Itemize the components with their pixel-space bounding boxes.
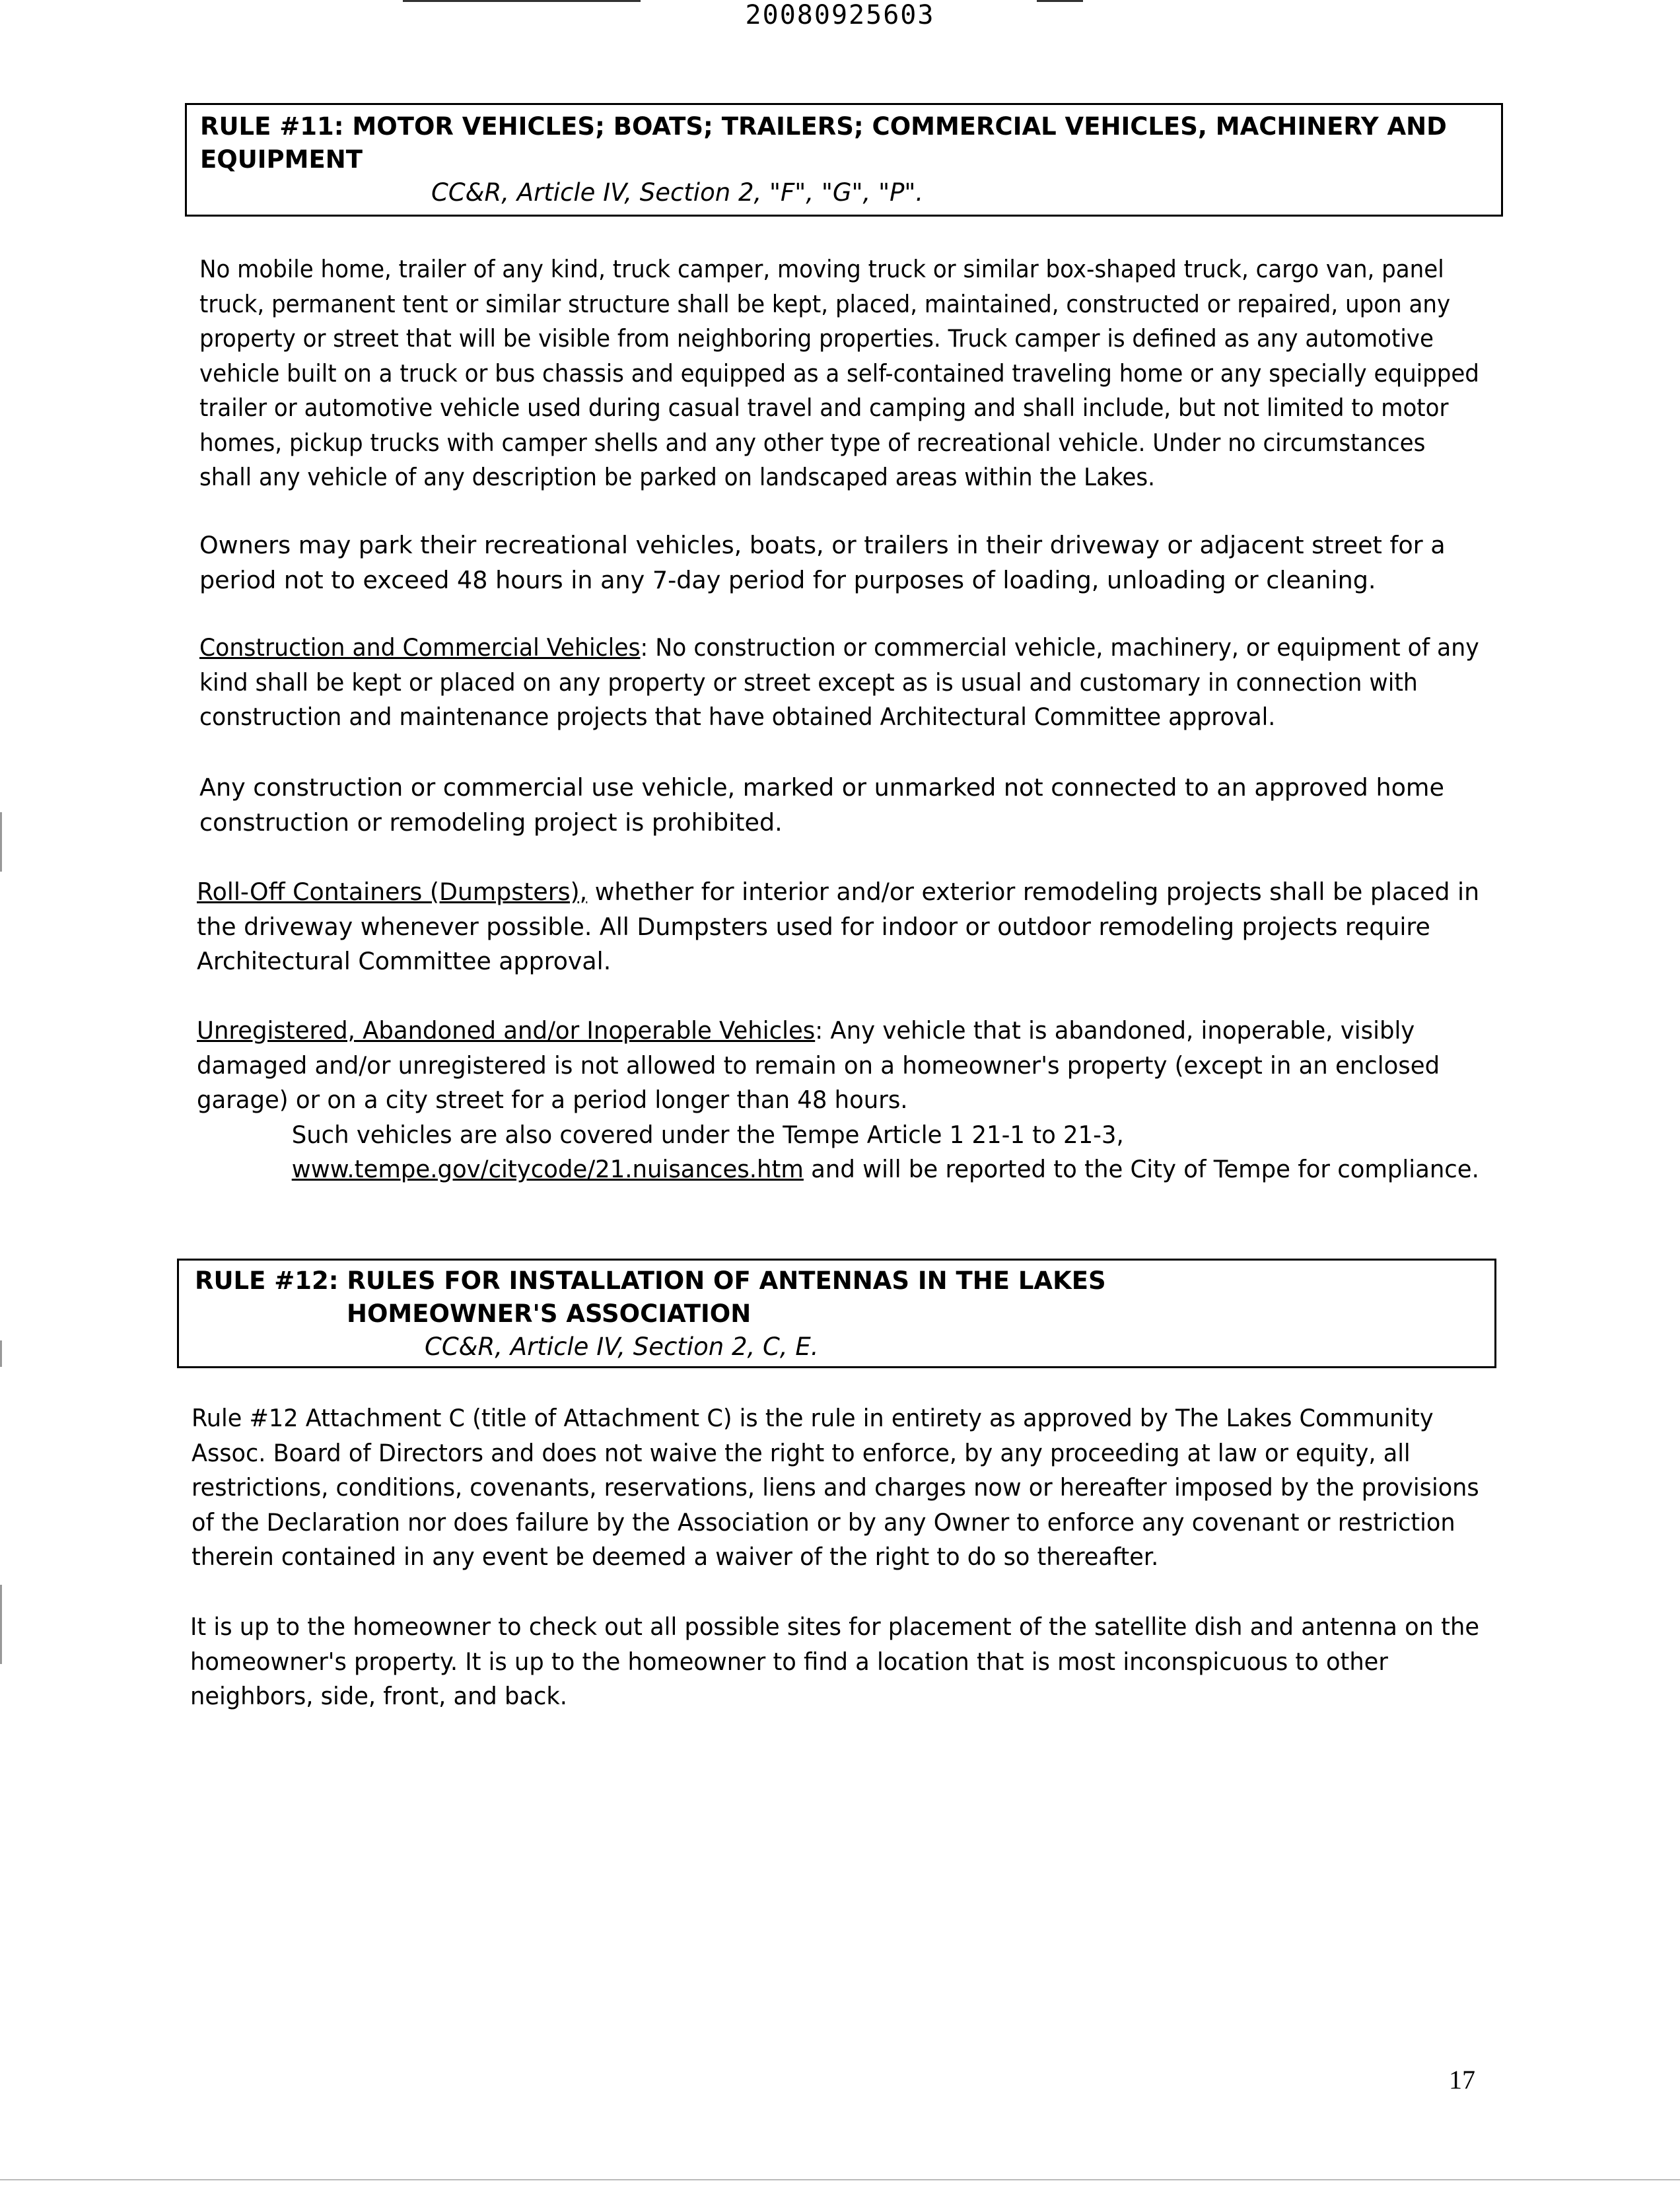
section-heading-dumpsters: Roll-Off Containers (Dumpsters), xyxy=(197,878,588,906)
text-line: It is up to the homeowner to check out all possible sites for placement of the satellite dish and antenna on the xyxy=(190,1613,1480,1641)
text-line xyxy=(197,875,1479,910)
rule-11-title-line2: EQUIPMENT xyxy=(200,145,363,174)
section-heading-unregistered: Unregistered, Abandoned and/or Inoperable Vehicles xyxy=(197,1016,816,1045)
rule-11-paragraph-4 xyxy=(199,771,1444,840)
rule-11-paragraph-unregistered xyxy=(197,1014,1518,1187)
text-line: Such vehicles are also covered under the Tempe Article 1 21-1 to 21-3, xyxy=(291,1120,1124,1149)
text-fragment: whether for interior and/or exterior remodeling projects shall be placed in xyxy=(587,878,1480,906)
rule-11-header-box xyxy=(185,103,1503,217)
text-line: of the Declaration nor does failure by the Association or by any Owner to enforce any covenant or restriction xyxy=(192,1508,1455,1537)
scan-margin-mark xyxy=(0,1340,2,1367)
text-line xyxy=(199,631,1479,666)
rule-11-title-line1: RULE #11: MOTOR VEHICLES; BOATS; TRAILERS; COMMERCIAL VEHICLES, MACHINERY AND xyxy=(200,112,1447,141)
text-line: vehicle built on a truck or bus chassis and equipped as a self-contained traveling home or any specially equipped xyxy=(199,359,1479,388)
text-fragment: : No construction or commercial vehicle, machinery, or equipment of any xyxy=(640,633,1479,662)
rule-11-reference: CC&R, Article IV, Section 2, "F", "G", "P". xyxy=(431,178,924,207)
section-heading-construction: Construction and Commercial Vehicles xyxy=(199,633,641,662)
text-line xyxy=(197,1014,1479,1049)
text-line: Owners may park their recreational vehicles, boats, or trailers in their driveway or adjacent street for a xyxy=(199,531,1446,559)
text-line: therein contained in any event be deemed a waiver of the right to do so thereafter. xyxy=(192,1543,1159,1571)
text-fragment: and will be reported to the City of Tempe for compliance. xyxy=(803,1155,1479,1183)
rule-11-paragraph-dumpsters xyxy=(197,875,1487,979)
text-line: No mobile home, trailer of any kind, truck camper, moving truck or similar box-shaped truck, cargo van, panel xyxy=(199,255,1444,283)
text-line: construction or remodeling project is prohibited. xyxy=(199,808,783,837)
text-line: Rule #12 Attachment C (title of Attachment C) is the rule in entirety as approved by The Lakes Community xyxy=(192,1404,1434,1432)
text-line: restrictions, conditions, covenants, reservations, liens and charges now or hereafter imposed by the provisions xyxy=(192,1473,1479,1502)
scan-margin-mark xyxy=(0,1585,2,1664)
text-line: period not to exceed 48 hours in any 7-day period for purposes of loading, unloading or cleaning. xyxy=(199,565,1376,594)
document-number: 20080925603 xyxy=(745,0,935,30)
tempe-city-code-link[interactable]: www.tempe.gov/citycode/21.nuisances.htm xyxy=(291,1155,804,1183)
text-line: Architectural Committee approval. xyxy=(197,947,612,975)
text-line: trailer or automotive vehicle used during casual travel and camping and shall include, but not limited to motor xyxy=(199,394,1449,422)
rule-12-title-line1: RULE #12: RULES FOR INSTALLATION OF ANTENNAS IN THE LAKES xyxy=(195,1267,1106,1295)
text-fragment: : Any vehicle that is abandoned, inoperable, visibly xyxy=(815,1016,1415,1045)
rule-12-paragraph-1 xyxy=(192,1401,1531,1575)
rule-11-paragraph-construction xyxy=(199,631,1549,735)
text-line: Assoc. Board of Directors and does not waive the right to enforce, by any proceeding at law or equity, all xyxy=(192,1438,1411,1467)
text-line: kind shall be kept or placed on any property or street except as is usual and customary in connection with xyxy=(199,668,1418,697)
text-line: shall any vehicle of any description be parked on landscaped areas within the Lakes. xyxy=(199,463,1155,491)
text-line: property or street that will be visible from neighboring properties. Truck camper is defined as any automotive xyxy=(199,324,1434,353)
scan-edge-bottom xyxy=(0,2179,1680,2180)
text-line: homeowner's property. It is up to the homeowner to find a location that is most inconspicuous to other xyxy=(190,1647,1388,1676)
text-line: Any construction or commercial use vehicle, marked or unmarked not connected to an approved home xyxy=(199,773,1444,802)
text-line xyxy=(197,1152,1479,1187)
scan-margin-mark xyxy=(0,812,2,872)
text-line: damaged and/or unregistered is not allowed to remain on a homeowner's property (except in an enclosed xyxy=(197,1051,1440,1080)
text-line: homes, pickup trucks with camper shells and any other type of recreational vehicle. Under no circumstances xyxy=(199,428,1426,457)
rule-12-paragraph-2 xyxy=(190,1610,1525,1714)
text-line: garage) or on a city street for a period longer than 48 hours. xyxy=(197,1086,908,1114)
rule-12-reference: CC&R, Article IV, Section 2, C, E. xyxy=(425,1333,819,1361)
text-line: neighbors, side, front, and back. xyxy=(190,1682,567,1710)
text-line: the driveway whenever possible. All Dumpsters used for indoor or outdoor remodeling projects require xyxy=(197,912,1430,941)
text-line: truck, permanent tent or similar structure shall be kept, placed, maintained, constructed or repaired, upon any xyxy=(199,289,1451,318)
rule-11-paragraph-1 xyxy=(199,252,1571,495)
rule-12-header-box xyxy=(177,1259,1496,1368)
page-number: 17 xyxy=(1449,2065,1475,2095)
rule-11-paragraph-2 xyxy=(199,528,1446,598)
text-line: construction and maintenance projects that have obtained Architectural Committee approval. xyxy=(199,703,1276,731)
rule-12-title-line2: HOMEOWNER'S ASSOCIATION xyxy=(347,1300,752,1328)
